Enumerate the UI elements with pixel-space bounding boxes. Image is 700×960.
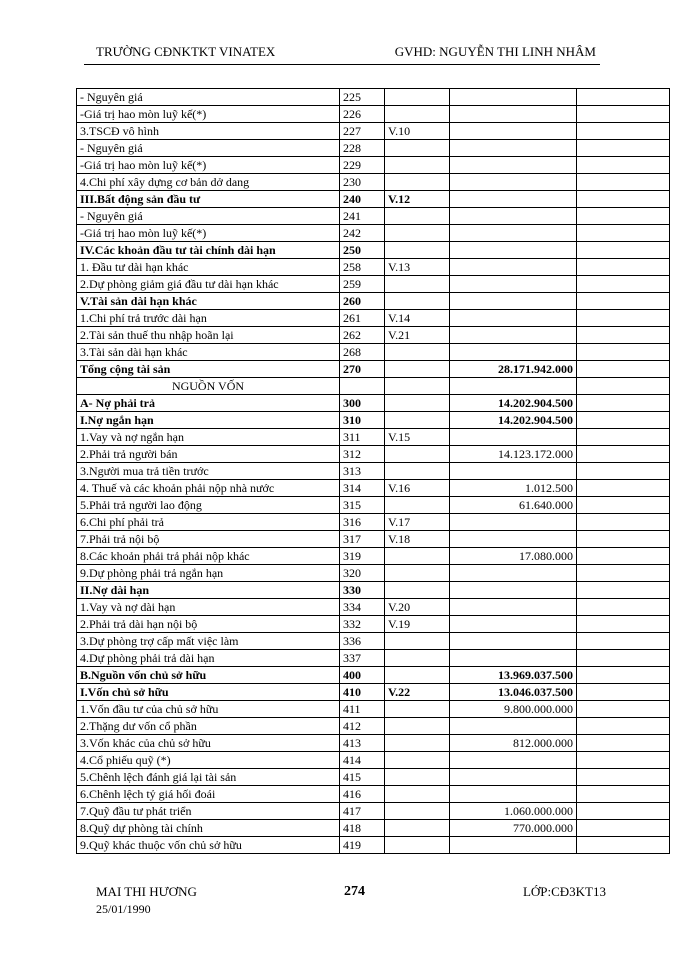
row-amount [450, 718, 577, 735]
row-amount [450, 769, 577, 786]
row-amount [450, 429, 577, 446]
table-row [77, 412, 670, 429]
row-label: 9.Quỹ khác thuộc vốn chủ sở hữu [77, 837, 340, 854]
table-row [77, 225, 670, 242]
row-note [385, 293, 450, 310]
row-label: 9.Dự phòng phải trả ngắn hạn [77, 565, 340, 582]
row-label: 1.Vốn đầu tư của chủ sở hữu [77, 701, 340, 718]
row-note [385, 497, 450, 514]
row-extra [577, 174, 670, 191]
row-extra [577, 548, 670, 565]
table-row [77, 157, 670, 174]
header-divider [84, 64, 600, 65]
table-row [77, 378, 670, 395]
row-extra [577, 191, 670, 208]
row-amount [450, 242, 577, 259]
table-row [77, 718, 670, 735]
row-amount [450, 514, 577, 531]
row-label: 3.Dự phòng trợ cấp mất việc làm [77, 633, 340, 650]
row-code: 261 [340, 310, 385, 327]
row-label: 3.Người mua trả tiền trước [77, 463, 340, 480]
table-row [77, 599, 670, 616]
row-amount [450, 123, 577, 140]
row-extra [577, 395, 670, 412]
row-amount [450, 140, 577, 157]
row-label: 3.TSCĐ vô hình [77, 123, 340, 140]
row-note [385, 361, 450, 378]
row-extra [577, 531, 670, 548]
row-note [385, 701, 450, 718]
table-row [77, 582, 670, 599]
row-code: 230 [340, 174, 385, 191]
row-label: 7.Phải trả nội bộ [77, 531, 340, 548]
row-note: V.20 [385, 599, 450, 616]
row-note: V.12 [385, 191, 450, 208]
table-row [77, 174, 670, 191]
row-note [385, 157, 450, 174]
table-row [77, 395, 670, 412]
row-label: 8.Các khoản phải trả phải nộp khác [77, 548, 340, 565]
page-footer [96, 884, 606, 924]
row-code: 336 [340, 633, 385, 650]
row-extra [577, 582, 670, 599]
row-code: 319 [340, 548, 385, 565]
row-amount [450, 650, 577, 667]
row-amount [450, 106, 577, 123]
table-row [77, 786, 670, 803]
row-code: 419 [340, 837, 385, 854]
balance-sheet-body [77, 89, 670, 854]
row-note [385, 463, 450, 480]
row-code: 258 [340, 259, 385, 276]
row-code: 241 [340, 208, 385, 225]
row-label: - Nguyên giá [77, 208, 340, 225]
table-row [77, 463, 670, 480]
row-label: B.Nguồn vốn chủ sở hữu [77, 667, 340, 684]
table-row [77, 276, 670, 293]
row-amount [450, 599, 577, 616]
row-amount [450, 531, 577, 548]
row-label: V.Tài sản dài hạn khác [77, 293, 340, 310]
row-code: 300 [340, 395, 385, 412]
row-extra [577, 327, 670, 344]
row-note [385, 395, 450, 412]
row-note [385, 412, 450, 429]
row-note [385, 446, 450, 463]
row-label: -Giá trị hao mòn luỹ kế(*) [77, 157, 340, 174]
row-amount [450, 463, 577, 480]
footer-student-name: MAI THI HƯƠNG [96, 884, 197, 899]
row-amount [450, 327, 577, 344]
row-label: - Nguyên giá [77, 89, 340, 106]
row-code: 314 [340, 480, 385, 497]
table-row [77, 565, 670, 582]
row-amount: 9.800.000.000 [450, 701, 577, 718]
table-row [77, 480, 670, 497]
row-amount [450, 208, 577, 225]
row-extra [577, 276, 670, 293]
row-note: V.17 [385, 514, 450, 531]
row-label: 2.Thặng dư vốn cổ phần [77, 718, 340, 735]
table-row [77, 191, 670, 208]
row-amount: 812.000.000 [450, 735, 577, 752]
row-amount: 1.060.000.000 [450, 803, 577, 820]
row-label: 4.Cổ phiếu quỹ (*) [77, 752, 340, 769]
table-row [77, 89, 670, 106]
row-label: 2.Phải trả người bán [77, 446, 340, 463]
row-amount [450, 259, 577, 276]
row-amount [450, 174, 577, 191]
table-row [77, 548, 670, 565]
table-row [77, 752, 670, 769]
row-note: V.19 [385, 616, 450, 633]
row-code: 415 [340, 769, 385, 786]
table-row [77, 259, 670, 276]
row-extra [577, 718, 670, 735]
row-note [385, 582, 450, 599]
row-code: 268 [340, 344, 385, 361]
row-label: IV.Các khoản đầu tư tài chính dài hạn [77, 242, 340, 259]
row-amount [450, 633, 577, 650]
row-note [385, 820, 450, 837]
row-code: 412 [340, 718, 385, 735]
row-code: 418 [340, 820, 385, 837]
row-extra [577, 225, 670, 242]
table-row [77, 769, 670, 786]
row-code: 416 [340, 786, 385, 803]
table-row [77, 667, 670, 684]
row-label: -Giá trị hao mòn luỹ kế(*) [77, 106, 340, 123]
row-note [385, 803, 450, 820]
row-code: 229 [340, 157, 385, 174]
row-amount [450, 752, 577, 769]
footer-birth-date: 25/01/1990 [96, 902, 151, 916]
row-amount [450, 293, 577, 310]
row-note [385, 208, 450, 225]
row-note [385, 752, 450, 769]
row-label: 1.Vay và nợ dài hạn [77, 599, 340, 616]
row-note [385, 106, 450, 123]
row-amount [450, 191, 577, 208]
row-note [385, 667, 450, 684]
row-note [385, 786, 450, 803]
row-amount: 28.171.942.000 [450, 361, 577, 378]
row-note [385, 140, 450, 157]
row-note [385, 344, 450, 361]
row-label: I.Nợ ngắn hạn [77, 412, 340, 429]
row-amount [450, 310, 577, 327]
row-extra [577, 242, 670, 259]
row-code: 225 [340, 89, 385, 106]
row-label: - Nguyên giá [77, 140, 340, 157]
table-row [77, 803, 670, 820]
row-amount [450, 344, 577, 361]
row-label: 2.Tài sản thuế thu nhập hoãn lại [77, 327, 340, 344]
row-extra [577, 497, 670, 514]
row-note [385, 633, 450, 650]
table-row [77, 446, 670, 463]
row-extra [577, 344, 670, 361]
row-extra [577, 123, 670, 140]
row-extra [577, 599, 670, 616]
table-row [77, 735, 670, 752]
row-amount: 17.080.000 [450, 548, 577, 565]
row-label: 1.Chi phí trả trước dài hạn [77, 310, 340, 327]
row-note [385, 718, 450, 735]
row-extra [577, 463, 670, 480]
row-code [340, 378, 385, 395]
header-school: TRƯỜNG CĐNKTKT VINATEX [96, 44, 276, 59]
row-label: A- Nợ phải trả [77, 395, 340, 412]
row-extra [577, 157, 670, 174]
row-label: II.Nợ dài hạn [77, 582, 340, 599]
row-label: Tổng cộng tài sản [77, 361, 340, 378]
row-extra [577, 361, 670, 378]
row-note: V.15 [385, 429, 450, 446]
row-extra [577, 259, 670, 276]
row-note [385, 650, 450, 667]
row-amount [450, 378, 577, 395]
row-amount: 14.123.172.000 [450, 446, 577, 463]
row-code: 330 [340, 582, 385, 599]
row-label: 3.Vốn khác của chủ sở hữu [77, 735, 340, 752]
row-code: 413 [340, 735, 385, 752]
row-note [385, 735, 450, 752]
row-amount [450, 837, 577, 854]
row-note [385, 242, 450, 259]
row-code: 332 [340, 616, 385, 633]
row-extra [577, 446, 670, 463]
row-note [385, 276, 450, 293]
row-code: 414 [340, 752, 385, 769]
row-extra [577, 735, 670, 752]
row-code: 250 [340, 242, 385, 259]
row-extra [577, 667, 670, 684]
table-row [77, 344, 670, 361]
row-label: 8.Quỹ dự phòng tài chính [77, 820, 340, 837]
row-extra [577, 310, 670, 327]
table-row [77, 684, 670, 701]
row-extra [577, 786, 670, 803]
row-label: I.Vốn chủ sở hữu [77, 684, 340, 701]
balance-sheet-table [76, 88, 670, 854]
row-note [385, 89, 450, 106]
table-row [77, 361, 670, 378]
row-amount [450, 565, 577, 582]
row-note: V.21 [385, 327, 450, 344]
page-number: 274 [344, 884, 365, 899]
row-code: 334 [340, 599, 385, 616]
row-label: 4.Chi phí xây dựng cơ bản dở dang [77, 174, 340, 191]
row-extra [577, 684, 670, 701]
row-amount: 770.000.000 [450, 820, 577, 837]
row-amount: 1.012.500 [450, 480, 577, 497]
row-amount: 13.969.037.500 [450, 667, 577, 684]
table-row [77, 310, 670, 327]
row-amount [450, 616, 577, 633]
row-label: 7.Quỹ đầu tư phát triển [77, 803, 340, 820]
row-code: 400 [340, 667, 385, 684]
row-extra [577, 412, 670, 429]
row-label: 4. Thuế và các khoản phải nộp nhà nước [77, 480, 340, 497]
row-extra [577, 429, 670, 446]
row-note [385, 769, 450, 786]
footer-class: LỚP:CĐ3KT13 [522, 884, 606, 899]
row-extra [577, 701, 670, 718]
row-extra [577, 820, 670, 837]
row-extra [577, 293, 670, 310]
row-extra [577, 480, 670, 497]
row-label: 6.Chênh lệch tỷ giá hối đoái [77, 786, 340, 803]
row-note: V.16 [385, 480, 450, 497]
row-note [385, 548, 450, 565]
table-row [77, 293, 670, 310]
row-amount [450, 786, 577, 803]
row-extra [577, 514, 670, 531]
row-amount [450, 157, 577, 174]
row-code: 228 [340, 140, 385, 157]
row-label: 1. Đầu tư dài hạn khác [77, 259, 340, 276]
row-amount [450, 582, 577, 599]
row-extra [577, 752, 670, 769]
table-row [77, 140, 670, 157]
table-row [77, 106, 670, 123]
row-note [385, 225, 450, 242]
row-amount: 14.202.904.500 [450, 395, 577, 412]
row-code: 417 [340, 803, 385, 820]
row-label: 1.Vay và nợ ngắn hạn [77, 429, 340, 446]
row-code: 337 [340, 650, 385, 667]
table-row [77, 531, 670, 548]
row-extra [577, 140, 670, 157]
row-code: 311 [340, 429, 385, 446]
header-advisor: GVHD: NGUYỄN THI LINH NHÂM [394, 44, 596, 59]
table-row [77, 837, 670, 854]
row-note: V.18 [385, 531, 450, 548]
table-row [77, 701, 670, 718]
row-amount: 14.202.904.500 [450, 412, 577, 429]
row-code: 310 [340, 412, 385, 429]
row-code: 317 [340, 531, 385, 548]
table-row [77, 820, 670, 837]
row-code: 240 [340, 191, 385, 208]
row-code: 270 [340, 361, 385, 378]
row-label: 2.Phải trả dài hạn nội bộ [77, 616, 340, 633]
table-row [77, 650, 670, 667]
row-note: V.14 [385, 310, 450, 327]
row-extra [577, 837, 670, 854]
row-extra [577, 106, 670, 123]
row-label: 2.Dự phòng giảm giá đầu tư dài hạn khác [77, 276, 340, 293]
row-note [385, 174, 450, 191]
table-row [77, 327, 670, 344]
row-extra [577, 89, 670, 106]
row-note: V.10 [385, 123, 450, 140]
row-code: 260 [340, 293, 385, 310]
page-header [96, 44, 596, 62]
row-code: 242 [340, 225, 385, 242]
row-note [385, 837, 450, 854]
row-label: 5.Phải trả người lao động [77, 497, 340, 514]
row-label: III.Bất động sản đầu tư [77, 191, 340, 208]
row-extra [577, 616, 670, 633]
row-note: V.22 [385, 684, 450, 701]
row-extra [577, 650, 670, 667]
row-extra [577, 208, 670, 225]
row-amount [450, 89, 577, 106]
row-extra [577, 803, 670, 820]
row-code: 262 [340, 327, 385, 344]
table-row [77, 514, 670, 531]
table-row [77, 633, 670, 650]
row-extra [577, 769, 670, 786]
row-code: 313 [340, 463, 385, 480]
row-note [385, 378, 450, 395]
row-label: 6.Chi phí phải trả [77, 514, 340, 531]
row-amount: 61.640.000 [450, 497, 577, 514]
table-row [77, 429, 670, 446]
table-row [77, 208, 670, 225]
row-amount [450, 276, 577, 293]
row-code: 315 [340, 497, 385, 514]
row-code: 226 [340, 106, 385, 123]
table-row [77, 497, 670, 514]
table-row [77, 242, 670, 259]
table-row [77, 616, 670, 633]
row-amount: 13.046.037.500 [450, 684, 577, 701]
row-code: 320 [340, 565, 385, 582]
row-label: 5.Chênh lệch đánh giá lại tài sản [77, 769, 340, 786]
row-extra [577, 565, 670, 582]
row-code: 227 [340, 123, 385, 140]
row-amount [450, 225, 577, 242]
row-code: 411 [340, 701, 385, 718]
row-code: 312 [340, 446, 385, 463]
row-label: NGUỒN VỐN [77, 378, 340, 395]
row-code: 316 [340, 514, 385, 531]
row-label: -Giá trị hao mòn luỹ kế(*) [77, 225, 340, 242]
row-note: V.13 [385, 259, 450, 276]
row-code: 410 [340, 684, 385, 701]
row-note [385, 565, 450, 582]
row-extra [577, 633, 670, 650]
row-extra [577, 378, 670, 395]
table-row [77, 123, 670, 140]
row-label: 3.Tài sản dài hạn khác [77, 344, 340, 361]
row-label: 4.Dự phòng phải trả dài hạn [77, 650, 340, 667]
row-code: 259 [340, 276, 385, 293]
